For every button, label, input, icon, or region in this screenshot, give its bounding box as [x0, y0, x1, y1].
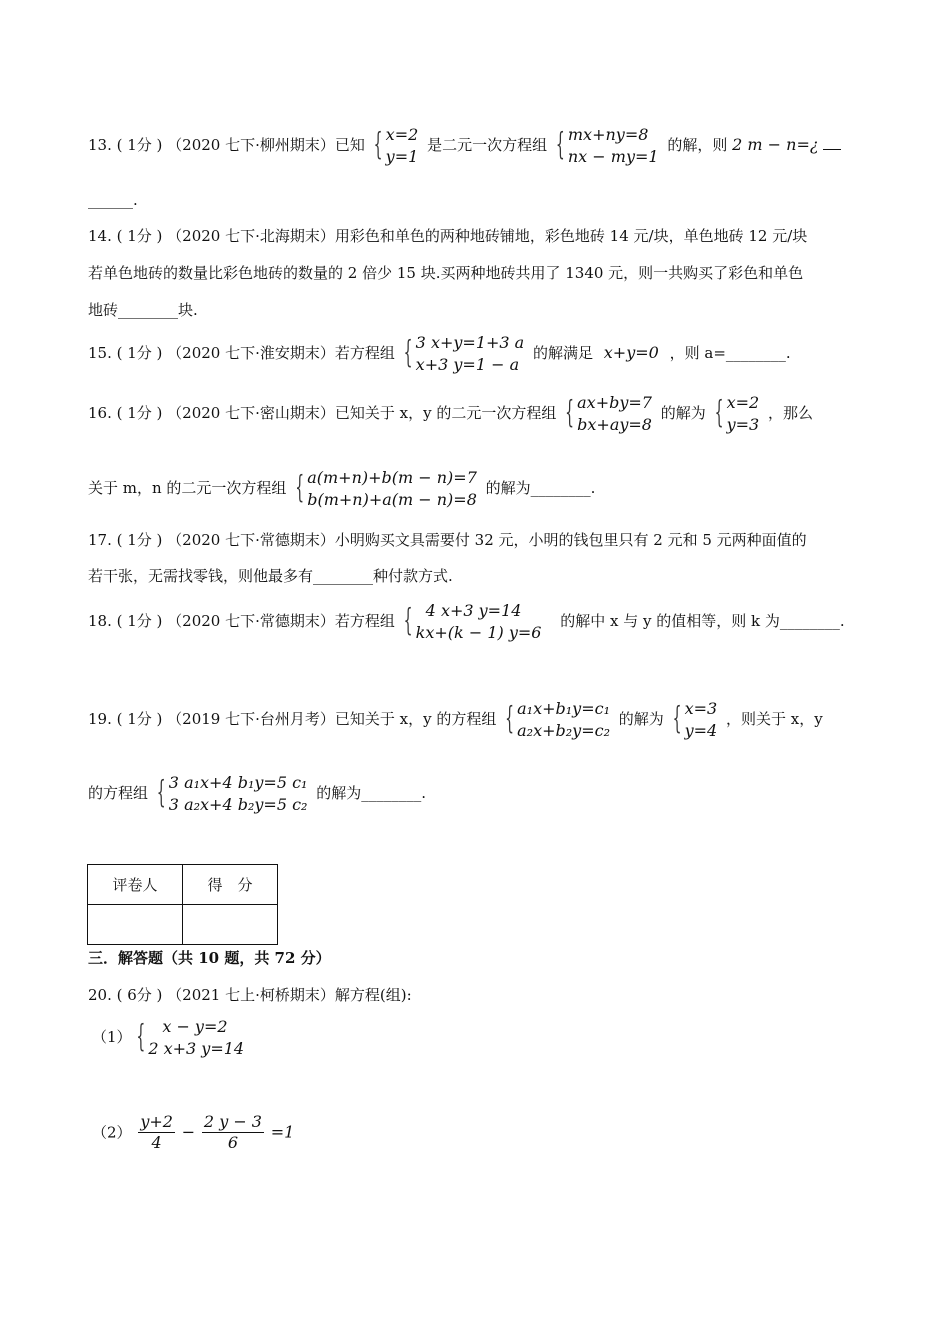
q15-suffix: ，则 a=________. [669, 344, 791, 362]
q19-mid: 的解为 [618, 710, 664, 728]
section-3-title: 三．解答题（共 10 题，共 72 分） [88, 949, 331, 967]
q20-p1-row2: 2 x+3 y=14 [148, 1039, 245, 1058]
q18-prefix: 18. ( 1分 ) （2020 七下·常德期末）若方程组 [88, 612, 395, 630]
score-header: 得 分 [183, 865, 278, 905]
reviewer-header: 评卷人 [88, 865, 183, 905]
q13-sys2-row2: nx − my=1 [567, 147, 659, 166]
q19-prefix: 19. ( 1分 ) （2019 七下·台州月考）已知关于 x，y 的方程组 [88, 710, 497, 728]
q19-sys1-row2: a₂x+b₂y=c₂ [517, 721, 610, 740]
q20-p2-fraction-1 [138, 1112, 175, 1153]
q18-sys-row1: { 4 x+3 y=14 [425, 601, 522, 620]
q14-line-1: 14. ( 1分 ) （2020 七下·北海期末）用彩色和单色的两种地砖铺地，彩色地砖 14 元/块，单色地砖 12 元/块 [88, 227, 808, 245]
q16-sys3-row1: { a(m+n)+b(m − n)=7 [307, 468, 477, 487]
q13-suffix: 的解，则 [667, 136, 728, 154]
q18-suffix: 的解中 x 与 y 的值相等，则 k 为________. [560, 612, 845, 630]
question-19 [88, 698, 823, 742]
q19-system-1 [505, 698, 610, 742]
q19-line2-prefix: 的方程组 [88, 784, 149, 802]
q20-p2-num2: 2 y − 3 [203, 1112, 262, 1131]
q19-system-2 [673, 698, 718, 742]
question-16-line-2 [88, 467, 595, 511]
q16-line2-prefix: 关于 m，n 的二元一次方程组 [88, 479, 287, 497]
q19-sys3-row1: { 3 a₁x+4 b₁y=5 c₁ [168, 773, 308, 792]
q16-system-1 [565, 392, 652, 436]
q13-sys1-row2: y=1 [385, 147, 419, 166]
q13-mid: 是二元一次方程组 [427, 136, 548, 154]
q17-line-1: 17. ( 1分 ) （2020 七下·常德期末）小明购买文具需要付 32 元，小明的钱包里只有 2 元和 5 元两种面值的 [88, 531, 807, 549]
q19-sys1-row1: { a₁x+b₁y=c₁ [517, 699, 610, 718]
q16-sys2-row1: { x=2 [726, 393, 760, 412]
q16-sys1-row1: { ax+by=7 [577, 393, 652, 412]
grading-table [87, 864, 278, 945]
q18-system [404, 600, 542, 644]
q20-p1-label: （1） [92, 1028, 132, 1046]
q20-p2-num1: y+2 [140, 1112, 173, 1131]
reviewer-cell[interactable] [88, 905, 183, 945]
q15-system [404, 332, 525, 376]
q20-p1-system [136, 1016, 244, 1060]
q20-p2-operator: − [181, 1122, 196, 1142]
q20-p2-den1: 4 [151, 1133, 162, 1152]
question-13 [88, 124, 841, 168]
q20-part-2 [92, 1112, 294, 1153]
q15-sys-row1: { 3 x+y=1+3 a [415, 333, 525, 352]
score-cell[interactable] [183, 905, 278, 945]
q20-p2-den2: 6 [227, 1133, 239, 1152]
q13-prefix: 13. ( 1分 ) （2020 七下·柳州期末）已知 [88, 136, 365, 154]
q19-line2-suffix: 的解为________. [316, 784, 427, 802]
q15-condition: x+y=0 [603, 343, 659, 362]
q16-suffix: ，那么 [767, 404, 813, 422]
q19-sys3-row2: 3 a₂x+4 b₂y=5 c₂ [168, 795, 308, 814]
q16-prefix: 16. ( 1分 ) （2020 七下·密山期末）已知关于 x，y 的二元一次方程组 [88, 404, 557, 422]
q18-sys-row2: kx+(k − 1) y=6 [415, 623, 542, 642]
q13-expression: 2 m − n=¿ [732, 135, 819, 154]
q13-system-2 [556, 124, 659, 168]
q13-sys1-row1: { x=2 [385, 125, 419, 144]
q19-sys2-row2: y=4 [684, 721, 718, 740]
q16-sys2-row2: y=3 [726, 415, 760, 434]
q19-system-3 [157, 772, 308, 816]
q20-p2-label: （2） [92, 1123, 132, 1142]
q16-line2-suffix: 的解为________. [485, 479, 596, 497]
q14-line-3: 地砖________块. [88, 301, 198, 319]
q20-stem: 20. ( 6分 ) （2021 七上·柯桥期末）解方程(组): [88, 986, 412, 1004]
q17-line-2: 若干张，无需找零钱，则他最多有________种付款方式. [88, 567, 453, 585]
q20-part-1 [92, 1016, 248, 1060]
question-19-line-2 [88, 772, 426, 816]
q16-sys3-row2: b(m+n)+a(m − n)=8 [307, 490, 477, 509]
q13-continuation: ______. [88, 191, 138, 209]
q15-sys-row2: x+3 y=1 − a [415, 355, 520, 374]
q16-sys1-row2: bx+ay=8 [577, 415, 652, 434]
q19-suffix: ，则关于 x，y [725, 710, 823, 728]
question-18 [88, 600, 845, 644]
q14-line-2: 若单色地砖的数量比彩色地砖的数量的 2 倍少 15 块.买两种地砖共用了 1340 元，则一共购买了彩色和单色 [88, 264, 804, 282]
q19-sys2-row1: { x=3 [684, 699, 718, 718]
q16-system-3 [295, 467, 477, 511]
q16-system-2 [715, 392, 760, 436]
q13-answer-blank[interactable] [823, 135, 841, 150]
q20-p2-fraction-2 [202, 1112, 264, 1153]
q13-system-1 [374, 124, 419, 168]
q16-mid: 的解为 [660, 404, 706, 422]
q13-sys2-row1: { mx+ny=8 [567, 125, 649, 144]
question-16 [88, 392, 813, 436]
question-15 [88, 332, 791, 376]
q20-p2-rhs: =1 [270, 1122, 295, 1142]
q20-p1-row1: { x − y=2 [162, 1017, 228, 1036]
q15-mid: 的解满足 [532, 344, 593, 362]
q15-prefix: 15. ( 1分 ) （2020 七下·淮安期末）若方程组 [88, 344, 395, 362]
